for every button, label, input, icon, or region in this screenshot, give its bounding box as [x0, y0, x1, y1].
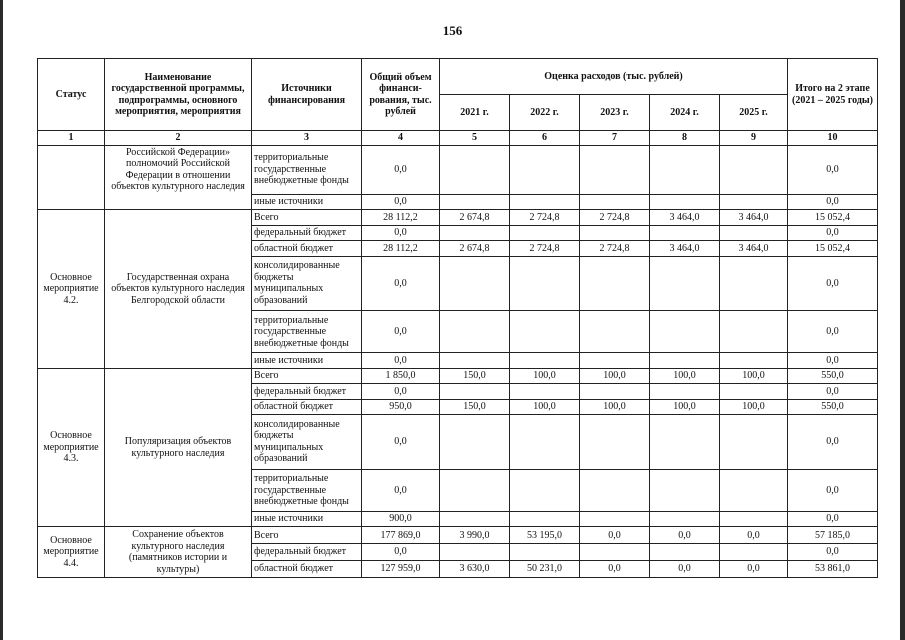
header-year-2021: 2021 г. [440, 95, 510, 131]
source-cell: территориальные государственные внебюджетные фонды [252, 145, 362, 194]
stage-total-cell: 0,0 [788, 256, 878, 311]
year-value-cell [510, 511, 580, 526]
year-value-cell [580, 256, 650, 311]
year-value-cell [580, 415, 650, 470]
year-value-cell [440, 353, 510, 368]
year-value-cell [650, 415, 720, 470]
year-value-cell [720, 415, 788, 470]
year-value-cell [720, 544, 788, 561]
column-number: 10 [788, 131, 878, 146]
total-volume-cell: 28 112,2 [362, 241, 440, 256]
year-value-cell [440, 225, 510, 240]
year-value-cell: 0,0 [650, 561, 720, 578]
header-year-2023: 2023 г. [580, 95, 650, 131]
year-value-cell: 2 724,8 [580, 210, 650, 225]
year-value-cell [440, 511, 510, 526]
year-value-cell [440, 194, 510, 209]
year-value-cell [440, 384, 510, 399]
year-value-cell [720, 311, 788, 353]
year-value-cell [440, 469, 510, 511]
source-cell: иные источники [252, 353, 362, 368]
status-cell: Основное мероприятие 4.4. [38, 527, 105, 578]
year-value-cell [510, 225, 580, 240]
stage-total-cell: 15 052,4 [788, 241, 878, 256]
source-cell: областной бюджет [252, 561, 362, 578]
stage-total-cell: 0,0 [788, 311, 878, 353]
year-value-cell: 2 674,8 [440, 241, 510, 256]
year-value-cell: 150,0 [440, 368, 510, 383]
stage-total-cell: 0,0 [788, 225, 878, 240]
year-value-cell: 53 195,0 [510, 527, 580, 544]
year-value-cell [580, 384, 650, 399]
year-value-cell [650, 353, 720, 368]
stage-total-cell: 0,0 [788, 145, 878, 194]
year-value-cell [440, 415, 510, 470]
source-cell: Всего [252, 368, 362, 383]
header-year-2024: 2024 г. [650, 95, 720, 131]
year-value-cell: 0,0 [650, 527, 720, 544]
year-value-cell [510, 256, 580, 311]
year-value-cell [580, 353, 650, 368]
year-value-cell [580, 145, 650, 194]
year-value-cell: 100,0 [650, 368, 720, 383]
header-status: Статус [38, 59, 105, 131]
column-numbers-row [38, 131, 878, 146]
stage-total-cell: 0,0 [788, 511, 878, 526]
stage-total-cell: 0,0 [788, 384, 878, 399]
year-value-cell [720, 256, 788, 311]
column-number: 7 [580, 131, 650, 146]
year-value-cell: 50 231,0 [510, 561, 580, 578]
year-value-cell [650, 225, 720, 240]
stage-total-cell: 0,0 [788, 194, 878, 209]
year-value-cell [510, 469, 580, 511]
total-volume-cell: 127 959,0 [362, 561, 440, 578]
year-value-cell [720, 384, 788, 399]
stage-total-cell: 0,0 [788, 353, 878, 368]
source-cell: консолидированные бюджеты муниципальных образований [252, 256, 362, 311]
year-value-cell [580, 544, 650, 561]
year-value-cell [510, 384, 580, 399]
source-cell: областной бюджет [252, 399, 362, 414]
stage-total-cell: 57 185,0 [788, 527, 878, 544]
scan-edge-left [0, 0, 3, 640]
year-value-cell: 100,0 [650, 399, 720, 414]
header-estimate: Оценка расходов (тыс. рублей) [440, 59, 788, 95]
year-value-cell [580, 511, 650, 526]
total-volume-cell: 0,0 [362, 384, 440, 399]
year-value-cell [510, 194, 580, 209]
year-value-cell: 3 464,0 [720, 241, 788, 256]
column-number: 2 [105, 131, 252, 146]
year-value-cell [720, 225, 788, 240]
header-total-volume: Общий объем финанси-рования, тыс. рублей [362, 59, 440, 131]
total-volume-cell: 0,0 [362, 194, 440, 209]
stage-total-cell: 53 861,0 [788, 561, 878, 578]
header-total-stage: Итого на 2 этапе (2021 – 2025 годы) [788, 59, 878, 131]
total-volume-cell: 0,0 [362, 225, 440, 240]
source-cell: областной бюджет [252, 241, 362, 256]
source-cell: федеральный бюджет [252, 544, 362, 561]
source-cell: Всего [252, 527, 362, 544]
year-value-cell: 0,0 [580, 561, 650, 578]
year-value-cell: 100,0 [580, 368, 650, 383]
year-value-cell [720, 194, 788, 209]
year-value-cell [440, 311, 510, 353]
year-value-cell [580, 311, 650, 353]
year-value-cell [440, 256, 510, 311]
source-cell: иные источники [252, 194, 362, 209]
year-value-cell [580, 469, 650, 511]
year-value-cell [650, 511, 720, 526]
year-value-cell: 2 724,8 [510, 210, 580, 225]
year-value-cell: 100,0 [580, 399, 650, 414]
year-value-cell [650, 544, 720, 561]
total-volume-cell: 0,0 [362, 353, 440, 368]
stage-total-cell: 0,0 [788, 544, 878, 561]
column-number: 9 [720, 131, 788, 146]
year-value-cell: 3 630,0 [440, 561, 510, 578]
budget-table [37, 58, 878, 578]
year-value-cell: 3 990,0 [440, 527, 510, 544]
year-value-cell [720, 145, 788, 194]
total-volume-cell: 0,0 [362, 311, 440, 353]
total-volume-cell: 0,0 [362, 145, 440, 194]
year-value-cell: 3 464,0 [650, 241, 720, 256]
total-volume-cell: 0,0 [362, 544, 440, 561]
total-volume-cell: 1 850,0 [362, 368, 440, 383]
table-row [38, 210, 878, 225]
year-value-cell [650, 384, 720, 399]
year-value-cell [650, 145, 720, 194]
year-value-cell: 100,0 [510, 368, 580, 383]
year-value-cell [650, 194, 720, 209]
header-year-2025: 2025 г. [720, 95, 788, 131]
source-cell: Всего [252, 210, 362, 225]
name-cell: Популяризация объектов культурного наследия [105, 368, 252, 527]
total-volume-cell: 28 112,2 [362, 210, 440, 225]
year-value-cell [510, 353, 580, 368]
year-value-cell [510, 311, 580, 353]
year-value-cell [650, 311, 720, 353]
year-value-cell [650, 256, 720, 311]
year-value-cell: 2 724,8 [510, 241, 580, 256]
stage-total-cell: 0,0 [788, 469, 878, 511]
total-volume-cell: 0,0 [362, 469, 440, 511]
year-value-cell [650, 469, 720, 511]
year-value-cell: 2 674,8 [440, 210, 510, 225]
source-cell: территориальные государственные внебюджетные фонды [252, 311, 362, 353]
year-value-cell: 2 724,8 [580, 241, 650, 256]
stage-total-cell: 15 052,4 [788, 210, 878, 225]
year-value-cell: 3 464,0 [650, 210, 720, 225]
table-row [38, 145, 878, 194]
total-volume-cell: 900,0 [362, 511, 440, 526]
column-number: 3 [252, 131, 362, 146]
status-cell: Основное мероприятие 4.2. [38, 210, 105, 369]
status-cell: Основное мероприятие 4.3. [38, 368, 105, 527]
year-value-cell: 100,0 [720, 368, 788, 383]
year-value-cell: 0,0 [580, 527, 650, 544]
column-number: 1 [38, 131, 105, 146]
table-row [38, 368, 878, 383]
total-volume-cell: 177 869,0 [362, 527, 440, 544]
year-value-cell: 100,0 [720, 399, 788, 414]
header-year-2022: 2022 г. [510, 95, 580, 131]
year-value-cell [440, 544, 510, 561]
name-cell: Государственная охрана объектов культурного наследия Белгородской области [105, 210, 252, 369]
year-value-cell: 3 464,0 [720, 210, 788, 225]
stage-total-cell: 550,0 [788, 368, 878, 383]
table-row [38, 527, 878, 544]
total-volume-cell: 0,0 [362, 415, 440, 470]
year-value-cell [510, 544, 580, 561]
name-cell: Российской Федерации» полномочий Российской Федерации в отношении объектов культурного наследия [105, 145, 252, 210]
stage-total-cell: 0,0 [788, 415, 878, 470]
year-value-cell [580, 225, 650, 240]
year-value-cell: 0,0 [720, 527, 788, 544]
year-value-cell [720, 511, 788, 526]
source-cell: федеральный бюджет [252, 384, 362, 399]
source-cell: иные источники [252, 511, 362, 526]
year-value-cell: 0,0 [720, 561, 788, 578]
year-value-cell: 100,0 [510, 399, 580, 414]
column-number: 8 [650, 131, 720, 146]
scan-edge-right [900, 0, 905, 640]
header-sources: Источники финансирования [252, 59, 362, 131]
column-number: 6 [510, 131, 580, 146]
year-value-cell [720, 353, 788, 368]
stage-total-cell: 550,0 [788, 399, 878, 414]
year-value-cell: 150,0 [440, 399, 510, 414]
header-name: Наименование государственной программы, подпрограммы, основного мероприятия, мероприятия [105, 59, 252, 131]
status-cell [38, 145, 105, 210]
page-number: 156 [442, 23, 463, 38]
total-volume-cell: 0,0 [362, 256, 440, 311]
year-value-cell [720, 469, 788, 511]
source-cell: федеральный бюджет [252, 225, 362, 240]
source-cell: территориальные государственные внебюджетные фонды [252, 469, 362, 511]
year-value-cell [440, 145, 510, 194]
source-cell: консолидированные бюджеты муниципальных образований [252, 415, 362, 470]
year-value-cell [510, 145, 580, 194]
column-number: 4 [362, 131, 440, 146]
year-value-cell [580, 194, 650, 209]
total-volume-cell: 950,0 [362, 399, 440, 414]
column-number: 5 [440, 131, 510, 146]
name-cell: Сохранение объектов культурного наследия (памятников истории и культуры) [105, 527, 252, 578]
year-value-cell [510, 415, 580, 470]
